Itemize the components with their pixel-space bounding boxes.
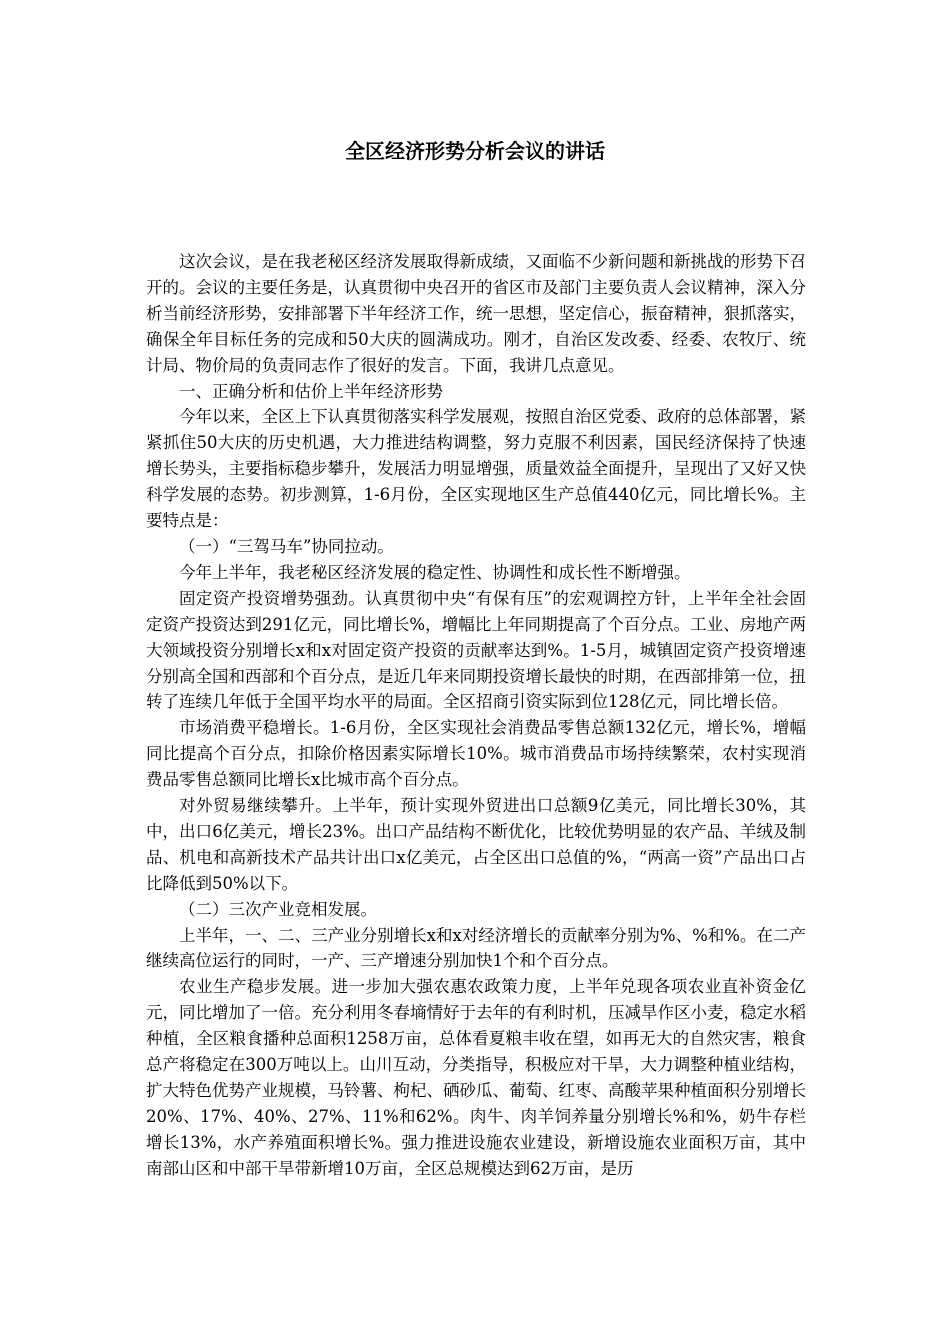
document-title: 全区经济形势分析会议的讲话 (345, 139, 605, 163)
paragraph-first-half: 今年上半年，我老秘区经济发展的稳定性、协调性和成长性不断增强。 (179, 562, 691, 582)
paragraph-agriculture: 农业生产稳步发展。进一步加大强农惠农政策力度，上半年兑现各项农业直补资金亿元，同比增加了一倍。充分利用冬春墒情好于去年的有利时机，压减旱作区小麦，稳定水稻种植，全区粮食播种总面积1258万亩，总体看夏粮丰收在望，如再无大的自然灾害，粮食总产将稳定在300万吨以上。山川互动，分类指导，积极应对干旱，大力调整种植业结构，扩大特色优势产业规模，马铃薯、枸杞、硒砂瓜、葡萄、红枣、高酸苹果种植面积分别增长20%、17%、40%、27%、11%和62%。肉牛、肉羊饲养量分别增长%和%，奶牛存栏增长13%，水产养殖面积增长%。强力推进设施农业建设，新增设施农业面积万亩，其中南部山区和中部干旱带新增10万亩，全区总规模达到62万亩，是历 (146, 977, 806, 1178)
paragraph-industries: 上半年，一、二、三产业分别增长x和x对经济增长的贡献率分别为%、%和%。在二产继续高位运行的同时，一产、三产增速分别加快1个和个百分点。 (146, 925, 806, 971)
paragraph-overview: 今年以来，全区上下认真贯彻落实科学发展观，按照自治区党委、政府的总体部署，紧紧抓住50大庆的历史机遇，大力推进结构调整，努力克服不利因素，国民经济保持了快速增长势头，主要指标稳步攀升，发展活力明显增强，质量效益全面提升，呈现出了又好又快科学发展的态势。初步测算，1-6月份，全区实现地区生产总值440亿元，同比增长%。主要特点是： (146, 407, 806, 531)
subsection-heading-1: （一）“三驾马车”协同拉动。 (179, 536, 394, 556)
document-body (146, 249, 806, 1182)
paragraph-opening: 这次会议，是在我老秘区经济发展取得新成绩，又面临不少新问题和新挑战的形势下召开的。会议的主要任务是，认真贯彻中央召开的省区市及部门主要负责人会议精神，深入分析当前经济形势，安排部署下半年经济工作，统一思想，坚定信心，振奋精神，狠抓落实，确保全年目标任务的完成和50大庆的圆满成功。刚才，自治区发改委、经委、农牧厅、统计局、物价局的负责同志作了很好的发言。下面，我讲几点意见。 (146, 252, 806, 375)
paragraph-trade: 对外贸易继续攀升。上半年，预计实现外贸进出口总额9亿美元，同比增长30%，其中，出口6亿美元，增长23%。出口产品结构不断优化，比较优势明显的农产品、羊绒及制品、机电和高新技术产品共计出口x亿美元，占全区出口总值的%，“两高一资”产品出口占比降低到50%以下。 (146, 796, 806, 893)
subsection-heading-2: （二）三次产业竞相发展。 (179, 899, 377, 919)
paragraph-consumption: 市场消费平稳增长。1-6月份，全区实现社会消费品零售总额132亿元，增长%，增幅同比提高个百分点，扣除价格因素实际增长10%。城市消费品市场持续繁荣，农村实现消费品零售总额同比增长x比城市高个百分点。 (146, 718, 806, 790)
paragraph-investment: 固定资产投资增势强劲。认真贯彻中央“有保有压”的宏观调控方针，上半年全社会固定资产投资达到291亿元，同比增长%，增幅比上年同期提高了个百分点。工业、房地产两大领域投资分别增长x和x对固定资产投资的贡献率达到%。1-5月，城镇固定资产投资增速分别高全国和西部和个百分点，是近几年来同期投资增长最快的时期，在西部排第一位，扭转了连续几年低于全国平均水平的局面。全区招商引资实际到位128亿元，同比增长倍。 (146, 588, 806, 712)
section-heading-1: 一、正确分析和估价上半年经济形势 (179, 381, 443, 401)
